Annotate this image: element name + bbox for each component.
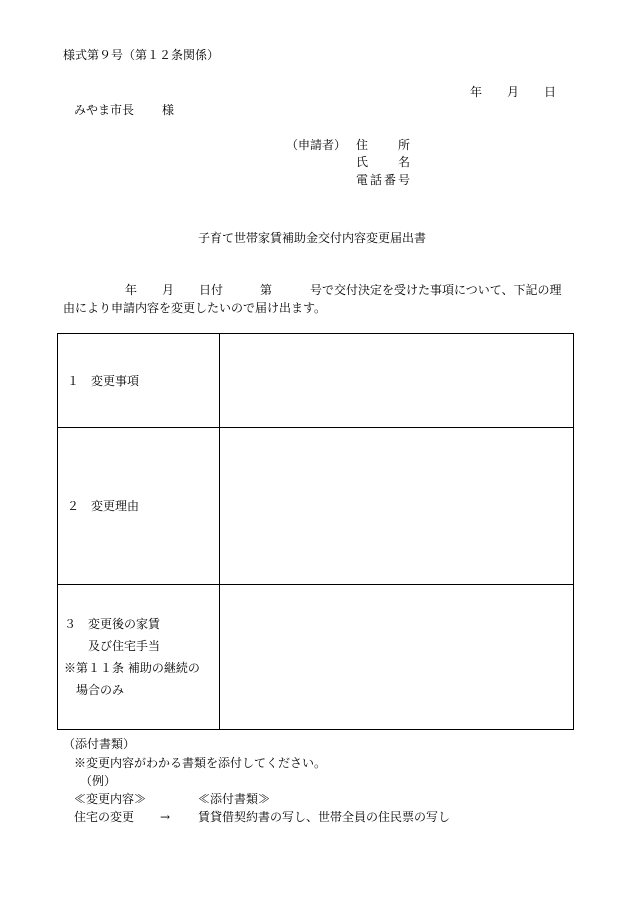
- new-rent-label-line: ※第１１条 補助の継続の: [64, 661, 200, 675]
- arrow-icon: →: [160, 810, 171, 824]
- example-label: （例）: [80, 774, 117, 788]
- table-row: [58, 585, 574, 730]
- body-year: 年: [125, 283, 138, 297]
- address-label-1: 住: [356, 138, 369, 152]
- date-year-label: 年: [470, 85, 483, 99]
- body-line2: 由により申請内容を変更したいので届け出ます。: [63, 301, 327, 315]
- change-reason-label: [58, 428, 220, 585]
- body-month: 月: [162, 283, 175, 297]
- new-rent-value[interactable]: [220, 585, 574, 730]
- new-rent-label-line: 及び住宅手当: [64, 639, 161, 653]
- date-day-label: 日: [544, 85, 557, 99]
- name-label-1: 氏: [356, 155, 369, 169]
- change-item-label: [58, 334, 220, 428]
- table-row: [58, 428, 574, 585]
- body-line1-rest: 号で交付決定を受けた事項について、下記の理: [310, 283, 562, 297]
- attachments-heading: （添付書類）: [63, 737, 136, 751]
- example-docs: 賃貸借契約書の写し、世帯全員の住民票の写し: [198, 810, 451, 824]
- address-label-2: 所: [398, 138, 411, 152]
- col-change-header: ≪変更内容≫: [74, 792, 147, 806]
- new-rent-label-line: 場合のみ: [64, 683, 125, 697]
- new-rent-label: [58, 585, 220, 730]
- document-title: 子育て世帯家賃補助金交付内容変更届出書: [198, 231, 427, 245]
- phone-label: 電話番号: [356, 173, 413, 187]
- change-reason-label-line: ２ 変更理由: [67, 499, 140, 513]
- attachments-note: ※変更内容がわかる書類を添付してください。: [74, 756, 327, 770]
- name-label-2: 名: [398, 155, 411, 169]
- change-table: [57, 333, 574, 730]
- date-month-label: 月: [507, 85, 520, 99]
- col-docs-header: ≪添付書類≫: [198, 792, 271, 806]
- body-day-of: 日付: [199, 283, 224, 297]
- form-number: 様式第９号（第１２条関係）: [63, 48, 220, 62]
- addressee-name: みやま市長: [74, 103, 135, 117]
- example-change: 住宅の変更: [74, 810, 135, 824]
- body-number-prefix: 第: [260, 283, 273, 297]
- change-reason-value[interactable]: [220, 428, 574, 585]
- new-rent-label-line: ３ 変更後の家賃: [64, 617, 161, 631]
- applicant-label: （申請者）: [286, 138, 347, 152]
- change-item-value[interactable]: [220, 334, 574, 428]
- change-item-label-line: １ 変更事項: [67, 373, 140, 388]
- table-row: [58, 334, 574, 428]
- addressee-honorific: 様: [162, 103, 175, 117]
